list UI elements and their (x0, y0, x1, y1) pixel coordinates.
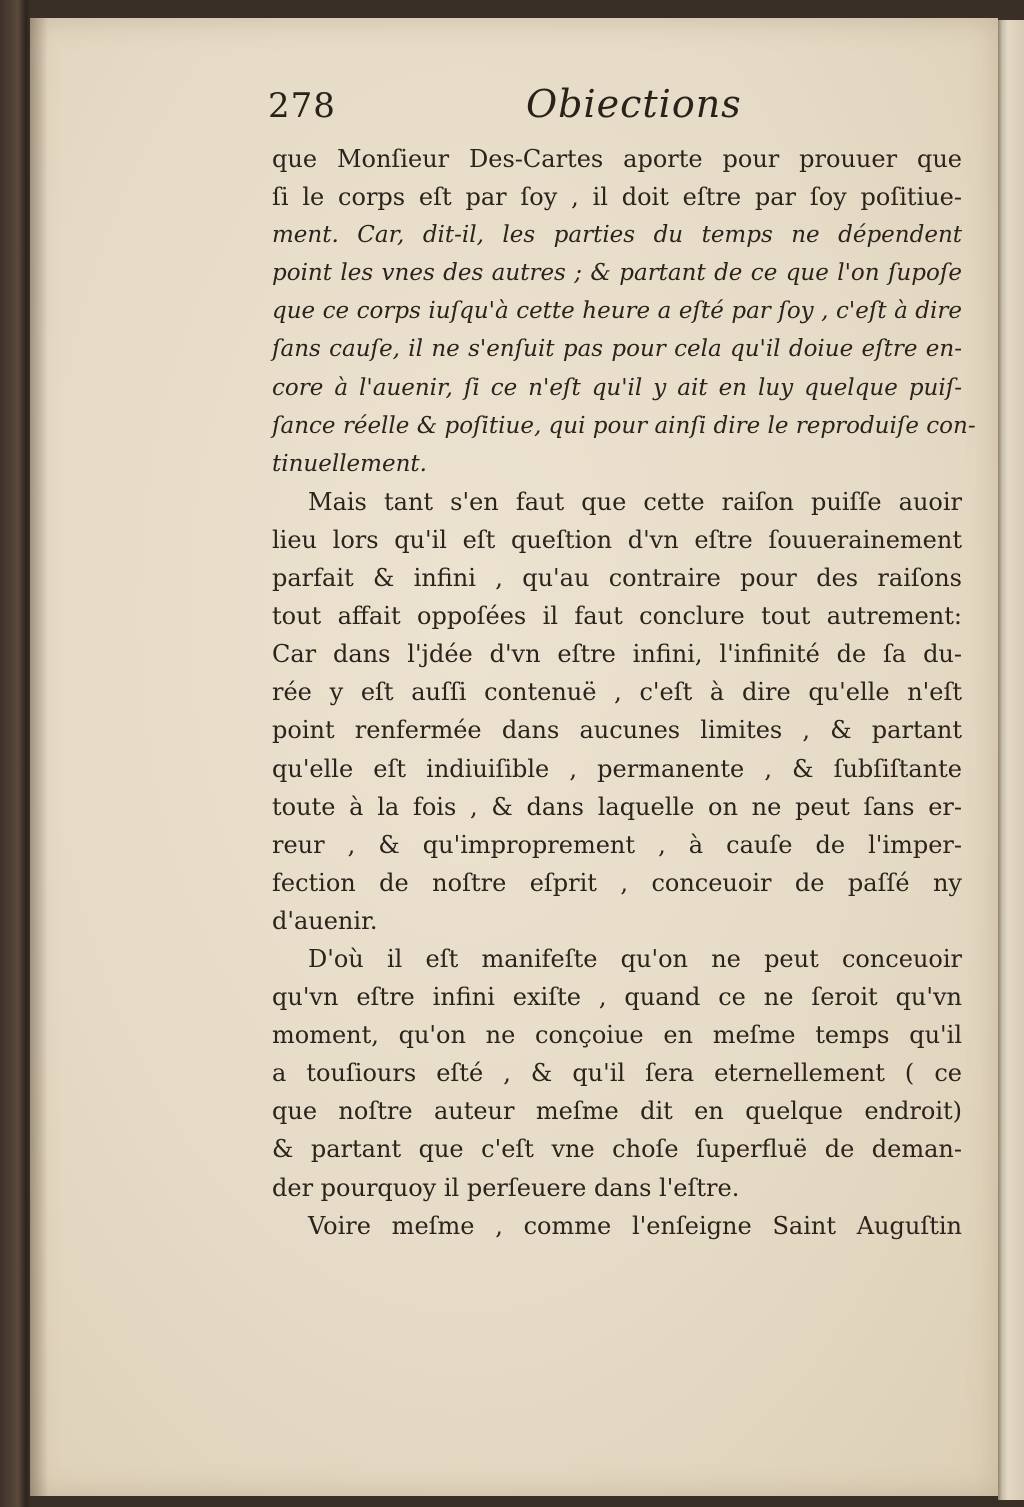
text-line: D'où il eſt manifeſte qu'on ne peut conceuoir (308, 944, 962, 973)
text-line: ſance réelle & poſitiue, qui pour ainſi dire le reproduiſe con- (272, 412, 976, 439)
text-line: core à l'auenir, ſi ce n'eſt qu'il y ait en luy quelque puiſ- (272, 374, 962, 401)
page-number: 278 (268, 86, 336, 126)
text-line: ment. Car, dit-il, les parties du temps ne dépendent (272, 222, 962, 249)
text-line: que ce corps iuſqu'à cette heure a eſté par ſoy , c'eſt à dire (272, 298, 962, 325)
text-line: ſans cauſe, il ne s'enſuit pas pour cela qu'il doiue eſtre en- (272, 336, 962, 363)
text-line: Car dans l'jdée d'vn eſtre infini, l'infinité de ſa du- (272, 640, 962, 669)
text-line: der pourquoy il perſeuere dans l'eſtre. (272, 1173, 740, 1202)
text-line: d'auenir. (272, 906, 378, 935)
page-header (268, 80, 768, 140)
text-line: reur , & qu'improprement , à cauſe de l'imper- (272, 830, 962, 859)
text-line: lieu lors qu'il eſt queſtion d'vn eſtre ſouuerainement (272, 525, 962, 554)
text-line: a touſiours eſté , & qu'il ſera eternellement ( ce (272, 1059, 962, 1088)
text-line: fection de noſtre eſprit , conceuoir de paſſé ny (272, 868, 962, 897)
text-line: toute à la fois , & dans laquelle on ne peut ſans er- (272, 792, 962, 821)
text-line: point renfermée dans aucunes limites , & partant (272, 716, 962, 745)
body-text (272, 140, 976, 1245)
text-line: Mais tant s'en faut que cette raiſon puiſſe auoir (308, 487, 962, 516)
text-line: tout affait oppoſées il faut conclure tout autrement: (272, 602, 962, 631)
text-line: que Monſieur Des-Cartes aporte pour prouuer que (272, 145, 962, 173)
adjacent-page-edge (998, 20, 1024, 1500)
text-line: rée y eſt auſſi contenuë , c'eſt à dire qu'elle n'eſt (272, 678, 962, 707)
text-line: qu'elle eſt indiuiſible , permanente , & ſubſiſtante (272, 754, 962, 783)
text-line: moment, qu'on ne conçoiue en meſme temps qu'il (272, 1021, 962, 1050)
text-line: Voire meſme , comme l'enſeigne Saint Auguſtin (308, 1211, 962, 1240)
text-line: tinuellement. (272, 450, 427, 477)
text-line: ſi le corps eſt par ſoy , il doit eſtre par ſoy poſitiue- (272, 183, 962, 212)
text-line: point les vnes des autres ; & partant de ce que l'on ſupoſe (272, 260, 962, 287)
running-title: Obiections (526, 82, 742, 126)
text-line: & partant que c'eſt vne choſe ſuperfluë de deman- (272, 1135, 962, 1164)
text-line: que noſtre auteur meſme dit en quelque endroit) (272, 1097, 962, 1126)
page-gutter-shadow (30, 18, 48, 1496)
text-line: parfait & infini , qu'au contraire pour des raiſons (272, 564, 962, 593)
text-line: qu'vn eſtre infini exiſte , quand ce ne ſeroit qu'vn (272, 983, 962, 1012)
